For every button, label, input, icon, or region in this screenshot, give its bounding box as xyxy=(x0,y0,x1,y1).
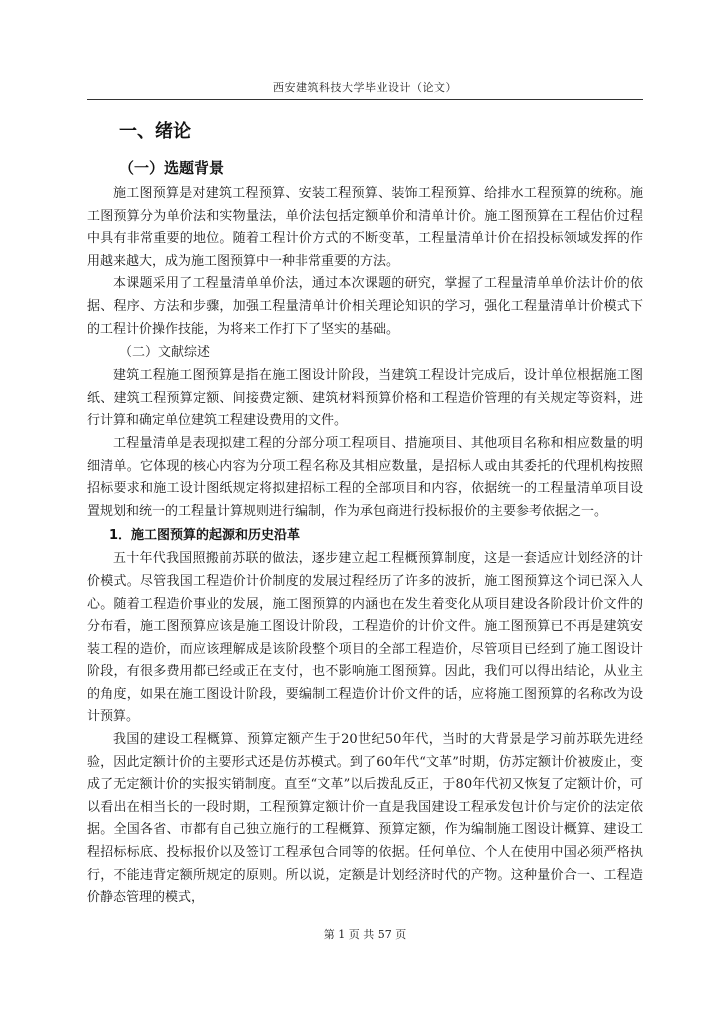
subsection-heading-origin: 1．施工图预算的起源和历史沿革 xyxy=(109,528,301,544)
section-heading-literature-review: （二）文献综述 xyxy=(119,345,211,361)
paragraph: 我国的建设工程概算、预算定额产生于20世纪50年代，当时的大背景是学习前苏联先进经验，因此定额计价的主要形式还是仿苏模式。到了60年代“文革”时期，仿苏定额计价被废止，变成了无定额计价的实报实销制度。直至“文革”以后拨乱反正，于80年代初又恢复了定额计价，可以看出在相当长的一段时期，工程预算定额计价一直是我国建设工程承发包计价与定价的法定依据。全国各省、市都有自己独立施行的工程概算、预算定额，作为编制施工图设计概算、建设工程招标标底、投标报价以及签订工程承包合同等的依据。任何单位、个人在使用中国必须严格执行，不能违背定额所规定的原则。所以说，定额是计划经济时代的产物。这种量价合一、工程造价静态管理的模式， xyxy=(87,732,643,906)
paragraph: 本课题采用了工程量清单单价法，通过本次课题的研究，掌握了工程量清单单价法计价的依据、程序、方法和步骤，加强工程量清单计价相关理论知识的学习，强化工程量清单计价模式下的工程计价操作技能，为将来工作打下了坚实的基础。 xyxy=(87,276,643,337)
paragraph: 五十年代我国照搬前苏联的做法，逐步建立起工程概预算制度，这是一套适应计划经济的计价模式。尽管我国工程造价计价制度的发展过程经历了许多的波折，施工图预算这个词已深入人心。随着工程造价事业的发展，施工图预算的内涵也在发生着变化从项目建设各阶段计价文件的分布看，施工图预算应该是施工图设计阶段，工程造价的计价文件。施工图预算已不再是建筑安装工程的造价，而应该理解成是该阶段整个项目的全部工程造价，尽管项目已经到了施工图设计阶段，有很多费用都已经或正在支付，也不影响施工图预算。因此，我们可以得出结论，从业主的角度，如果在施工图设计阶段，要编制工程造价计价文件的话，应将施工图预算的名称改为设计预算。 xyxy=(87,551,643,725)
page-content xyxy=(87,116,643,910)
paragraph: 建筑工程施工图预算是指在施工图设计阶段，当建筑工程设计完成后，设计单位根据施工图纸、建筑工程预算定额、间接费定额、建筑材料预算价格和工程造价管理的有关规定等资料，进行计算和确定单位建筑工程建设费用的文件。 xyxy=(87,368,643,429)
paragraph: 工程量清单是表现拟建工程的分部分项工程项目、措施项目、其他项目名称和相应数量的明细清单。它体现的核心内容为分项工程名称及其相应数量，是招标人或由其委托的代理机构按照招标要求和施工设计图纸规定将拟建招标工程的全部项目和内容，依据统一的工程量清单项目设置规划和统一的工程量计算规则进行编制，作为承包商进行投标报价的主要参考依据之一。 xyxy=(87,435,643,519)
paragraph: 施工图预算是对建筑工程预算、安装工程预算、装饰工程预算、给排水工程预算的统称。施工图预算分为单价法和实物量法，单价法包括定额单价和清单计价。施工图预算在工程估价过程中具有非常重要的地位。随着工程计价方式的不断变革，工程量清单计价在招投标领域发挥的作用越来越大，成为施工图预算中一种非常重要的方法。 xyxy=(87,186,643,269)
running-header: 西安建筑科技大学毕业设计（论文） xyxy=(273,81,457,94)
chapter-title: 一、绪论 xyxy=(119,121,191,142)
section-heading-background: （一）选题背景 xyxy=(119,159,225,177)
header-divider xyxy=(87,99,643,100)
page-number: 第 1 页 共 57 页 xyxy=(323,928,407,941)
